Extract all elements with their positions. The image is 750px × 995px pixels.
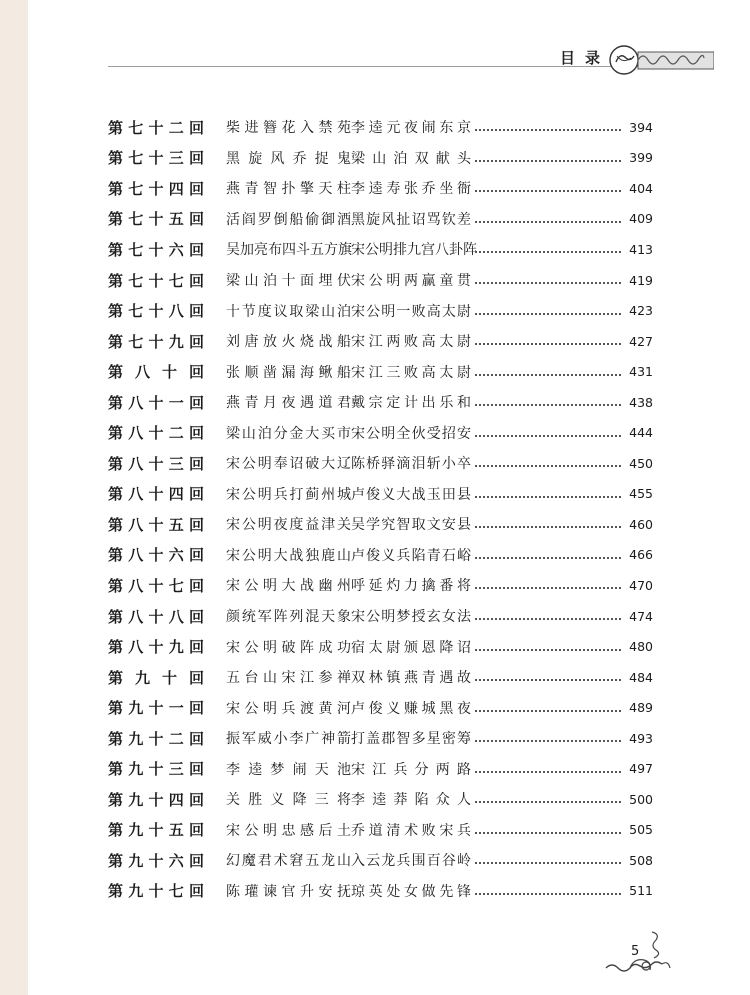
page-ref: 455 [629, 486, 653, 502]
page-ref: 505 [629, 822, 653, 838]
chapter-title-first: 梁山泊分金大买市 [226, 425, 351, 442]
page-ref: 470 [629, 577, 653, 593]
chapter-title-first: 刘唐放火烧战船 [226, 334, 351, 351]
chapter-number: 第八十回 [108, 363, 204, 382]
toc-entry[interactable] [108, 356, 653, 387]
chapter-title-first: 宋公明兵渡黄河 [226, 700, 351, 717]
page-ref: 489 [629, 700, 653, 716]
dot-leader [475, 832, 621, 834]
chapter-title-second: 陈桥驿滴泪斩小卒 [351, 456, 471, 473]
chapter-number: 第八十六回 [108, 546, 204, 565]
page-ref: 508 [629, 852, 653, 868]
chapter-title-first: 吴加亮布四斗五方旗 [226, 242, 352, 259]
chapter-title-first: 五台山宋江参禅 [226, 670, 351, 687]
chapter-title-first: 柴进簪花入禁苑 [226, 120, 351, 137]
chapter-number: 第九十七回 [108, 882, 204, 901]
chapter-title-first: 宋公明兵打蓟州城 [226, 486, 351, 503]
dot-leader [475, 710, 621, 712]
dot-leader [475, 160, 621, 162]
chapter-title-second: 琼英处女做先锋 [351, 883, 471, 900]
toc-entry[interactable] [108, 723, 653, 754]
chapter-number: 第七十七回 [108, 271, 204, 290]
toc-entry[interactable] [108, 845, 653, 876]
chapter-title-second: 乔道清术败宋兵 [351, 822, 471, 839]
chapter-number: 第七十二回 [108, 118, 204, 137]
chapter-title-second: 宋江三败高太尉 [351, 364, 471, 381]
page-ref: 409 [629, 211, 653, 227]
dot-leader [475, 801, 621, 803]
dot-leader [475, 618, 621, 620]
dot-leader [475, 404, 621, 406]
toc-entry[interactable] [108, 479, 653, 510]
page-ref: 394 [629, 119, 653, 135]
chapter-title-first: 宋公明忠感后土 [226, 822, 351, 839]
chapter-number: 第七十八回 [108, 302, 204, 321]
chapter-title-first: 宋公明大战幽州 [226, 578, 351, 595]
page-ref: 444 [629, 425, 653, 441]
page-ref: 419 [629, 272, 653, 288]
chapter-title-second: 宋公明两赢童贯 [351, 273, 471, 289]
dot-leader [475, 190, 621, 192]
chapter-number: 第八十二回 [108, 424, 204, 443]
toc-entry[interactable] [108, 509, 653, 540]
chapter-title-second: 双林镇燕青遇故 [351, 670, 471, 687]
chapter-number: 第七十九回 [108, 332, 204, 351]
chapter-title-first: 燕青月夜遇道君 [226, 395, 351, 412]
chapter-title-second: 卢俊义兵陷青石峪 [351, 547, 471, 564]
page-ref: 450 [629, 455, 653, 471]
page-ref: 474 [629, 608, 653, 624]
dot-leader [475, 679, 621, 681]
chapter-number: 第八十八回 [108, 607, 204, 626]
chapter-title-second: 黑旋风扯诏骂钦差 [351, 211, 471, 228]
dot-leader [475, 893, 621, 895]
dot-leader [475, 374, 621, 376]
chapter-title-first: 颜统军阵列混天象 [226, 609, 351, 626]
page-ref: 497 [629, 761, 653, 777]
chapter-number: 第七十四回 [108, 179, 204, 198]
chapter-number: 第九十二回 [108, 729, 204, 748]
chapter-title-second: 宋公明一败高太尉 [351, 303, 471, 320]
chapter-title-second: 卢俊义大战玉田县 [351, 486, 471, 503]
dot-leader [475, 221, 621, 223]
chapter-title-second: 宋公明全伙受招安 [351, 425, 471, 442]
toc-entry[interactable] [108, 234, 653, 265]
chapter-number: 第七十三回 [108, 149, 204, 168]
dot-leader [475, 557, 621, 559]
dot-leader [475, 343, 621, 345]
page-ref: 431 [629, 364, 653, 380]
page-ref: 511 [629, 883, 653, 899]
chapter-title-second: 打盖郡智多星密筹 [351, 731, 471, 748]
dot-leader [475, 771, 621, 773]
toc-entry[interactable] [108, 540, 653, 571]
chapter-title-first: 宋公明大战独鹿山 [226, 547, 351, 564]
toc-entry[interactable] [108, 570, 653, 601]
chapter-title-second: 吴学究智取文安县 [351, 517, 471, 534]
page-ref: 427 [629, 333, 653, 349]
chapter-number: 第八十四回 [108, 485, 204, 504]
chapter-number: 第九十三回 [108, 760, 204, 779]
page-ref: 484 [629, 669, 653, 685]
dot-leader [475, 649, 621, 651]
chapter-title-second: 李逵寿张乔坐衙 [351, 181, 471, 198]
page-ref: 493 [629, 730, 653, 746]
toc-entry[interactable] [108, 448, 653, 479]
chapter-title-second: 李逵莽陷众人 [351, 792, 471, 809]
chapter-title-first: 黑旋风乔捉鬼 [226, 150, 351, 167]
chapter-title-first: 宋公明夜度益津关 [226, 517, 351, 534]
chapter-title-first: 振军威小李广神箭 [226, 731, 351, 748]
chapter-number: 第九十一回 [108, 699, 204, 718]
toc-entry[interactable] [108, 815, 653, 846]
chapter-title-second: 梁山泊双献头 [351, 150, 471, 167]
toc-entry[interactable] [108, 662, 653, 693]
dot-leader [475, 526, 621, 528]
dot-leader [475, 496, 621, 498]
chapter-title-first: 十节度议取梁山泊 [226, 303, 351, 320]
dot-leader [475, 587, 621, 589]
chapter-title-second: 宋公明排九宫八卦阵 [351, 242, 477, 259]
chapter-number: 第七十六回 [108, 240, 204, 259]
page-ref: 480 [629, 639, 653, 655]
toc-entry[interactable] [108, 204, 653, 235]
page-ref: 438 [629, 394, 653, 410]
chapter-number: 第九十四回 [108, 790, 204, 809]
header-ornament-icon [608, 42, 714, 78]
chapter-title-second: 李逵元夜闹东京 [351, 120, 471, 137]
toc-entry[interactable] [108, 112, 653, 143]
page-ref: 460 [629, 516, 653, 532]
toc-entry[interactable] [108, 692, 653, 723]
chapter-title-first: 宋公明奉诏破大辽 [226, 456, 351, 473]
dot-leader [475, 740, 621, 742]
chapter-title-first: 陈瓘谏官升安抚 [226, 883, 351, 900]
dot-leader [475, 435, 621, 437]
page-number: 5 [631, 944, 640, 959]
chapter-number: 第九十六回 [108, 851, 204, 870]
dot-leader [475, 282, 621, 284]
chapter-number: 第七十五回 [108, 210, 204, 229]
chapter-title-second: 宋江兵分两路 [351, 761, 471, 778]
page-ref: 413 [629, 241, 653, 257]
chapter-title-second: 戴宗定计出乐和 [351, 395, 471, 412]
page-ref: 399 [629, 150, 653, 166]
dot-leader [475, 862, 621, 864]
dot-leader [475, 129, 621, 131]
toc-entry[interactable] [108, 143, 653, 174]
toc-entry[interactable] [108, 387, 653, 418]
dot-leader [475, 251, 621, 253]
toc-entry[interactable] [108, 631, 653, 662]
chapter-number: 第九十五回 [108, 821, 204, 840]
page-ref: 404 [629, 180, 653, 196]
chapter-number: 第八十七回 [108, 576, 204, 595]
chapter-title-first: 李逵梦闹天池 [226, 761, 351, 778]
chapter-number: 第八十九回 [108, 638, 204, 657]
toc-entry[interactable] [108, 601, 653, 632]
chapter-title-first: 宋公明破阵成功 [226, 639, 351, 656]
table-of-contents [108, 112, 653, 906]
toc-entry[interactable] [108, 326, 653, 357]
toc-entry[interactable] [108, 876, 653, 907]
toc-entry[interactable] [108, 753, 653, 784]
chapter-number: 第八十五回 [108, 515, 204, 534]
chapter-title-second: 卢俊义赚城黑夜 [351, 700, 471, 717]
dot-leader [475, 313, 621, 315]
cloud-scroll-ornament-icon [600, 928, 680, 976]
chapter-title-second: 入云龙兵围百谷岭 [351, 853, 471, 870]
chapter-title-second: 宋江两败高太尉 [351, 334, 471, 351]
page-ref: 466 [629, 547, 653, 563]
chapter-title-first: 幻魔君术窘五龙山 [226, 853, 351, 870]
chapter-title-first: 活阎罗倒船偷御酒 [226, 211, 351, 228]
toc-entry[interactable] [108, 295, 653, 326]
chapter-title-second: 宋公明梦授玄女法 [351, 609, 471, 626]
dot-leader [475, 465, 621, 467]
toc-entry[interactable] [108, 173, 653, 204]
chapter-title-second: 呼延灼力擒番将 [351, 578, 471, 595]
chapter-title-second: 宿太尉颁恩降诏 [351, 639, 471, 656]
toc-entry[interactable] [108, 417, 653, 448]
chapter-title-first: 张顺凿漏海鳅船 [226, 364, 351, 381]
chapter-number: 第八十一回 [108, 393, 204, 412]
chapter-number: 第九十回 [108, 668, 204, 687]
chapter-number: 第八十三回 [108, 454, 204, 473]
page-title: 目录 [560, 49, 611, 67]
page-ref: 423 [629, 303, 653, 319]
chapter-title-first: 燕青智扑擎天柱 [226, 181, 351, 198]
toc-entry[interactable] [108, 265, 653, 296]
chapter-title-first: 梁山泊十面埋伏 [226, 273, 351, 289]
toc-entry[interactable] [108, 784, 653, 815]
page-ref: 500 [629, 791, 653, 807]
chapter-title-first: 关胜义降三将 [226, 792, 351, 809]
